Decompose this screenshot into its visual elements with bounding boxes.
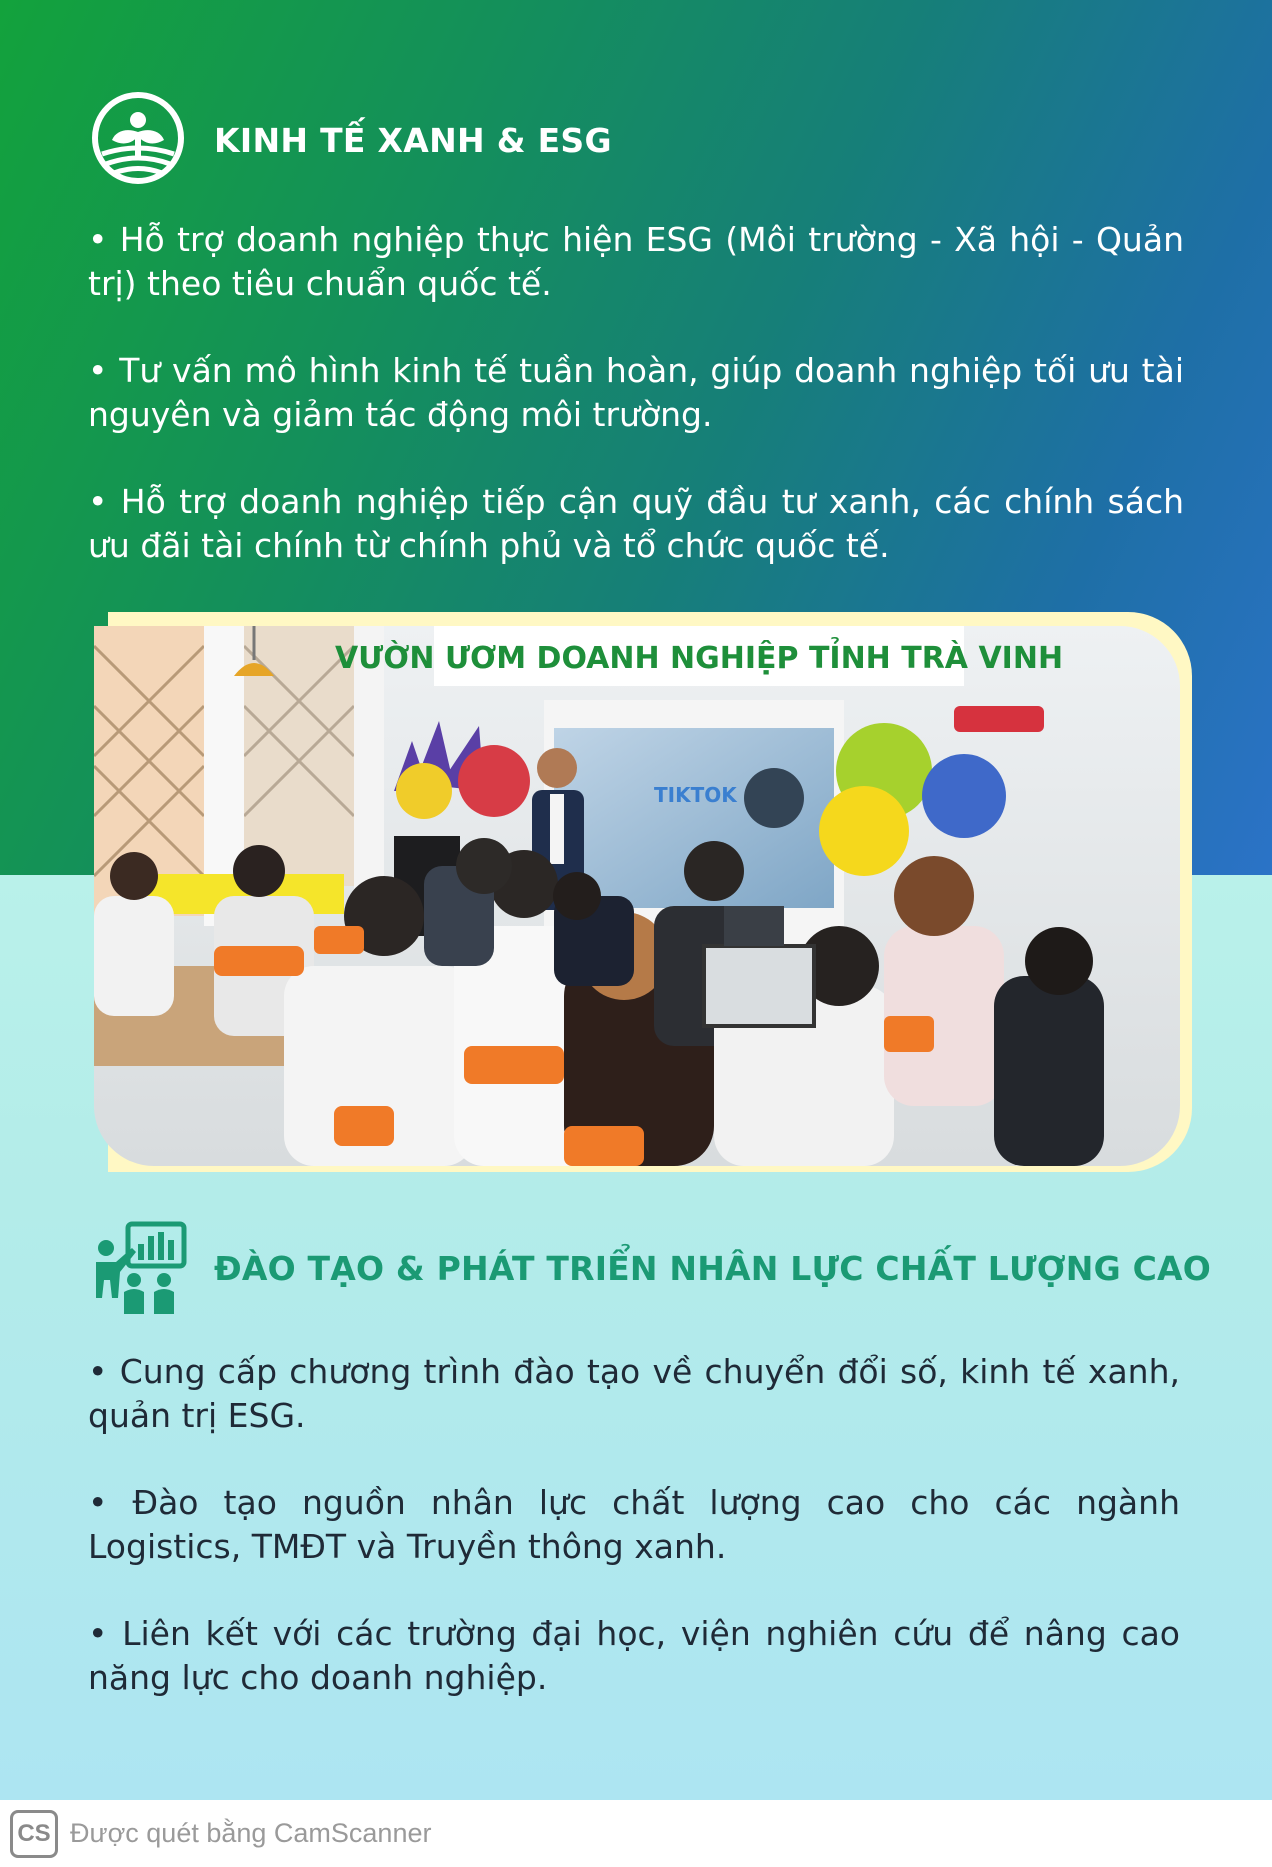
section1-bullet: • Hỗ trợ doanh nghiệp thực hiện ESG (Môi trường - Xã hội - Quản trị) theo tiêu chuẩn quốc tế. bbox=[88, 220, 1184, 303]
section1-bullet: • Hỗ trợ doanh nghiệp tiếp cận quỹ đầu tư xanh, các chính sách ưu đãi tài chính từ chính phủ và tổ chức quốc tế. bbox=[88, 482, 1184, 565]
section1-bullet: • Tư vấn mô hình kinh tế tuần hoàn, giúp doanh nghiệp tối ưu tài nguyên và giảm tác động môi trường. bbox=[88, 351, 1184, 434]
section2-bullet: • Cung cấp chương trình đào tạo về chuyển đổi số, kinh tế xanh, quản trị ESG. bbox=[88, 1352, 1180, 1435]
section2-title: ĐÀO TẠO & PHÁT TRIỂN NHÂN LỰC CHẤT LƯỢNG CAO bbox=[214, 1248, 1212, 1288]
section1-title: KINH TẾ XANH & ESG bbox=[214, 120, 612, 160]
section2-bullet: • Liên kết với các trường đại học, viện nghiên cứu để nâng cao năng lực cho doanh nghiệp. bbox=[88, 1614, 1180, 1697]
section1-bullet-list bbox=[88, 218, 1184, 611]
camscanner-footer bbox=[0, 1800, 1272, 1867]
camscanner-watermark-text: Được quét bằng CamScanner bbox=[70, 1818, 432, 1848]
section2-bullet-list bbox=[88, 1350, 1180, 1743]
svg-text:VƯỜN ƯƠM DOANH NGHIỆP TỈNH TRÀ: VƯỜN ƯƠM DOANH NGHIỆP TỈNH TRÀ VINH bbox=[334, 641, 1064, 676]
photo-banner bbox=[335, 626, 1063, 686]
section1-header bbox=[88, 90, 612, 190]
sprout-globe-icon bbox=[88, 90, 188, 190]
section2-bullet: • Đào tạo nguồn nhân lực chất lượng cao cho các ngành Logistics, TMĐT và Truyền thông xanh. bbox=[88, 1483, 1180, 1566]
event-photo-illustration bbox=[94, 626, 1180, 1166]
camscanner-logo-icon: CS bbox=[10, 1810, 58, 1858]
training-presentation-icon bbox=[88, 1218, 188, 1318]
section2-header bbox=[88, 1218, 1211, 1318]
svg-text:TIKTOK: TIKTOK bbox=[654, 783, 737, 807]
event-photo bbox=[94, 626, 1180, 1166]
